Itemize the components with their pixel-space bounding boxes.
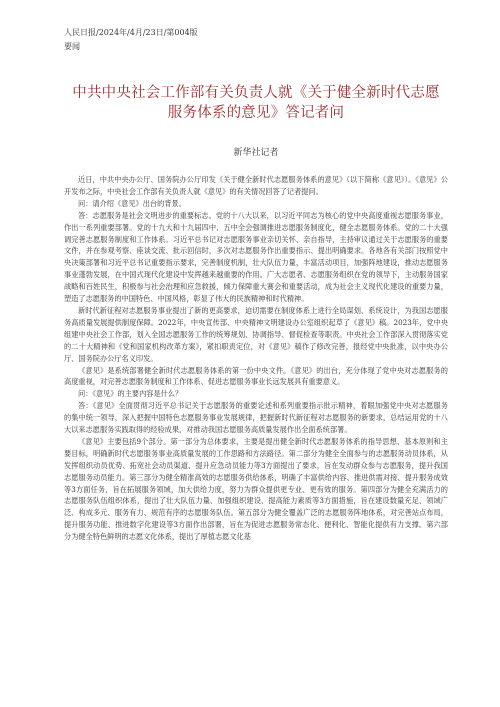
paragraph-answer-2b: 《意见》主要包括9个部分。第一部分为总体要求，主要是提出健全新时代志愿服务体系的指导思想、基本原则和主要目标，明确新时代志愿服务事业高质量发展的工作思路和方法路径。第二部分为健全全面参与的志愿服务动员体系，从发挥组织动员优势、拓宽社会动员渠道、提升应急动员能力等3方面提出了要求，旨在发动群众参与志愿服务，提升我国志愿服务动员能力。第三部分为健全精准高效的志愿服务供给体系，明确了丰富供给内容、推进供需对接、提升服务成效等3方面任务，旨在拓展服务领域，加大供给力度，努力为群众提供更专业、更有效的服务。第四部分为健全充满活力的志愿服务队伍组织体系，提出了壮大队伍力量、加强组织建设、提高能力素质等3方面措施，旨在建设数量充足、领域广泛、构成多元、服务有力、规范有序的志愿服务队伍。第五部分为健全覆盖广泛的志愿服务阵地体系，对完善站点布局，提升服务功能、推进数字化建设等3方面作出部署，旨在为促进志愿服务常态化、便利化、智能化提供有力支撑。第六部分为健全特色鲜明的志愿文化体系，提出了厚植志愿文化基 (64, 436, 448, 542)
article-body (64, 174, 448, 543)
paragraph-answer-1c: 《意见》是系统部署健全新时代志愿服务体系的第一份中央文件。《意见》的出台，充分体现了党中央对志愿服务的高度重视，对完善志愿服务制度和工作体系、促进志愿服务事业长远发展具有重要意义。 (64, 365, 448, 387)
section-label: 要闻 (64, 42, 80, 51)
paragraph-question-2: 问：《意见》的主要内容是什么？ (78, 389, 183, 399)
paragraph-question-1: 问：请介绍《意见》出台的背景。 (78, 198, 186, 208)
article-byline: 新华社记者 (233, 148, 279, 158)
article-meta (64, 26, 448, 53)
paragraph-answer-1a: 答：志愿服务是社会文明进步的重要标志。党的十八大以来，以习近平同志为核心的党中央高度重视志愿服务事业，作出一系列重要部署。党的十九大和十九届四中、五中全会强调推进志愿服务制度化，健全志愿服务体系。党的二十大强调完善志愿服务制度和工作体系。习近平总书记对志愿服务事业亲切关怀、亲自指导，主持审议通过关于志愿服务的重要文件，并在参观考察、座谈交流、批示回信时，多次对志愿服务作出重要指示、提出明确要求。各地各有关部门按照党中央决策部署和习近平总书记重要指示要求，完善制度机制，壮大队伍力量，丰富活动项目，加强阵地建设，推动志愿服务事业蓬勃发展，在中国式现代化建设中发挥越来越重要的作用。广大志愿者、志愿服务组织在党的领导下，主动服务国家战略和百姓民生，积极参与社会治理和应急救援，倾力保障重大赛会和重要活动，成为社会主义现代化建设的重要力量，塑造了志愿服务的中国特色、中国风格，彰显了伟大的民族精神和时代精神。 (64, 210, 448, 304)
paragraph-intro: 近日，中共中央办公厅、国务院办公厅印发《关于健全新时代志愿服务体系的意见》（以下简称《意见》）。《意见》公开发布之际，中央社会工作部有关负责人就《意见》的有关情况回答了记者提问。 (64, 175, 448, 196)
article-title: 中共中央社会工作部有关负责人就《关于健全新时代志愿服务体系的意见》答记者问 (72, 85, 440, 121)
paragraph-answer-2a: 答：《意见》全面贯彻习近平总书记关于志愿服务的重要论述和系列重要指示批示精神，着眼加强党中央对志愿服务的集中统一领导，深入把握中国特色志愿服务事业发展规律，把握新时代新征程对志愿服务的新要求，总结运用党的十八大以来志愿服务实践取得的经验成果，对推动我国志愿服务高质量发展作出全面系统部署。 (64, 401, 448, 435)
paragraph-answer-1b: 新时代新征程对志愿服务事业提出了新的更高要求，迫切需要在制度体系上进行全局谋划、系统设计，为我国志愿服务高质量发展提供制度保障。2022年，中央宣传部、中央精神文明建设办公室组织起草了《意见》稿。2023年，党中央组建中央社会工作部，划入全国志愿服务工作的统筹规划、协调指导、督促检查等职责。中央社会工作部深入贯彻落实党的二十大精神和《党和国家机构改革方案》，紧扣职责定位，对《意见》稿作了修改完善，报经党中央批准，以中央办公厅、国务院办公厅名义印发。 (64, 305, 448, 363)
source-line: 人民日报/2024年/4月/23日/第004版 (64, 28, 198, 37)
